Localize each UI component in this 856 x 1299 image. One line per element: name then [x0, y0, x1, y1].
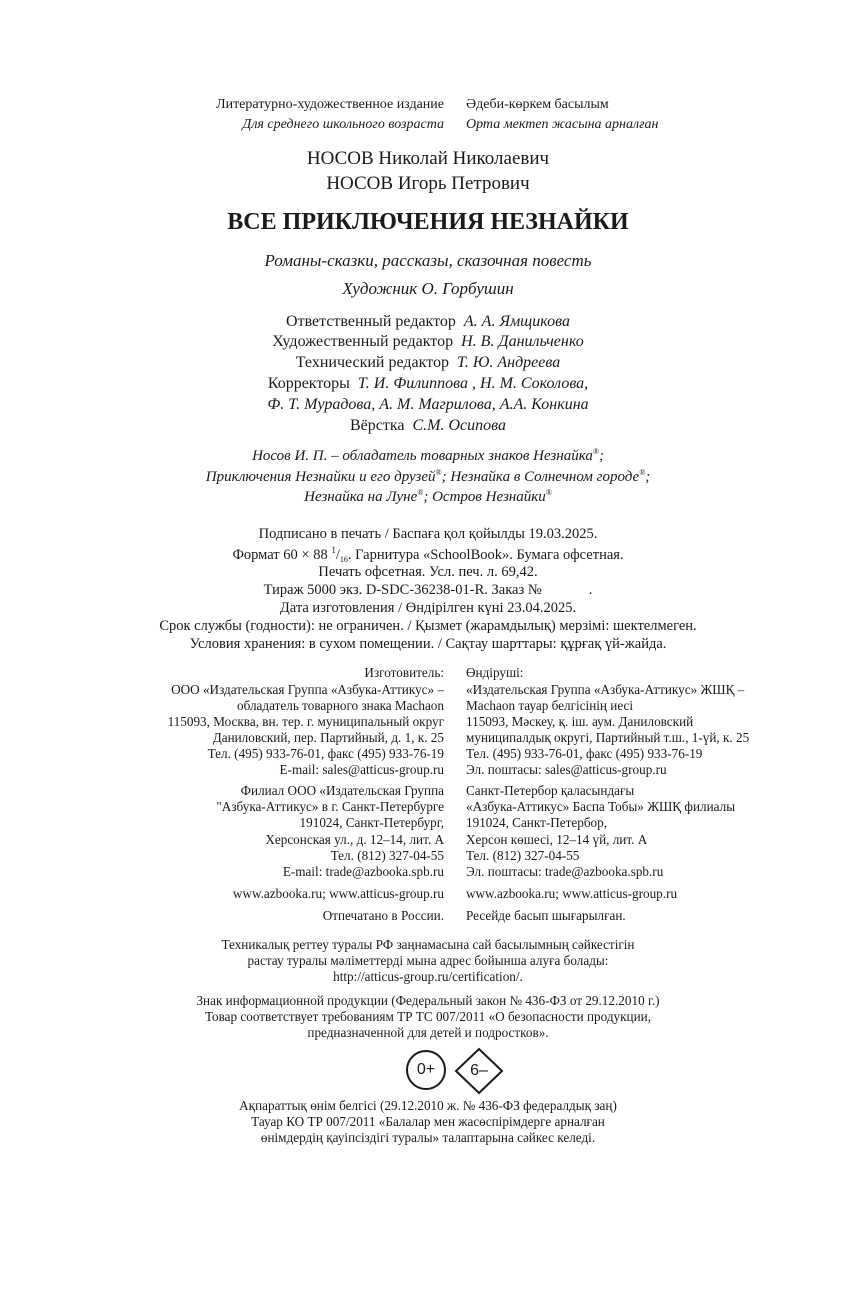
info-product-line: предназначенной для детей и подростков». — [307, 1025, 549, 1040]
info-product-kk-line: Тауар КО ТР 007/2011 «Балалар мен жасөспірімдерге арналған — [251, 1114, 605, 1129]
info-product-line: Товар соответствует требованиям ТР ТС 007/2011 «О безопасности продукции, — [204, 1009, 652, 1024]
manufacturer-ru: обладатель товарного знака Machaon — [237, 698, 444, 713]
credit-role: Корректоры — [267, 375, 350, 392]
credit-role: Технический редактор — [295, 354, 449, 371]
manufacturer-ru: Тел. (495) 933-76-01, факс (495) 933-76-19 — [207, 746, 444, 761]
credit-name: Т. И. Филиппова , Н. М. Соколова, — [357, 375, 589, 392]
credit-name: Н. В. Данильченко — [461, 333, 584, 350]
manufacturer-ru: Даниловский, пер. Партийный, д. 1, к. 25 — [212, 730, 444, 745]
credit-name-continued: Ф. Т. Мурадова, А. М. Магрилова, А.А. Конкина — [267, 396, 589, 413]
edition-type-ru: Литературно-художественное издание — [216, 97, 444, 112]
manufacturer-ru: ООО «Издательская Группа «Азбука-Аттикус» – — [171, 682, 444, 697]
credit-line — [0, 375, 856, 393]
manufacturer-kk: Эл. поштасы: sales@atticus-group.ru — [466, 762, 667, 777]
branch-ru: Херсонская ул., д. 12–14, лит. А — [265, 832, 444, 847]
credit-name: С.М. Осипова — [412, 417, 506, 434]
website-kk: www.azbooka.ru; www.atticus-group.ru — [466, 886, 678, 901]
branch-kk: Санкт-Петербор қаласындағы — [466, 783, 635, 798]
branch-ru: E-mail: trade@azbooka.spb.ru — [282, 864, 444, 879]
manufacturer-kk: «Издательская Группа «Азбука-Аттикус» ЖШҚ – — [466, 682, 745, 697]
age-group-kk: Орта мектеп жасына арналған — [466, 117, 659, 132]
info-product-line: Знак информационной продукции (Федеральный закон № 436-ФЗ от 29.12.2010 г.) — [196, 993, 660, 1008]
author-2: НОСОВ Игорь Петрович — [326, 173, 530, 194]
age-rating-6-badge — [454, 1047, 504, 1095]
manufacturer-kk: Өндіруші: — [466, 665, 524, 680]
manufacturer-kk: Machaon тауар белгісінің иесі — [466, 698, 634, 713]
illustrator: Художник О. Горбушин — [342, 279, 514, 298]
printed-in-ru: Отпечатано в России. — [322, 908, 444, 923]
age-rating-badges — [404, 1047, 508, 1095]
print-line: Печать офсетная. Усл. печ. л. 69,42. — [318, 564, 538, 580]
branch-ru: "Азбука-Аттикус» в г. Санкт-Петербурге — [216, 799, 444, 814]
manufacturer-kk: Тел. (495) 933-76-01, факс (495) 933-76-19 — [466, 746, 703, 761]
credit-role: Вёрстка — [350, 417, 405, 434]
shelf-life: Срок службы (годности): не ограничен. / Қызмет (жарамдылық) мерзімі: шектелмеген. — [159, 618, 697, 634]
credit-role: Ответственный редактор — [286, 313, 456, 330]
branch-kk: Херсон көшесі, 12–14 үй, лит. А — [466, 832, 648, 847]
manufacturer-ru: Изготовитель: — [364, 665, 444, 680]
age-rating-6-label: 6– — [470, 1062, 488, 1079]
branch-kk: Эл. поштасы: trade@azbooka.spb.ru — [466, 864, 664, 879]
trademark-line: Приключения Незнайки и его друзей®; Незнайка в Солнечном городе®; — [205, 468, 651, 485]
signed-date: Подписано в печать / Баспаға қол қойылды 19.03.2025. — [258, 526, 598, 542]
format-line: Формат 60 × 88 $^1/_{16}$. Гарнитура «SchoolBook». Бумага офсетная. — [232, 545, 624, 564]
certification-line: Техникалық реттеу туралы РФ заңнамасына сай басылымның сәйкестігін — [221, 937, 635, 952]
credit-line — [0, 354, 856, 372]
branch-kk: «Азбука-Аттикус» Баспа Тобы» ЖШҚ филиалы — [466, 799, 736, 814]
certification-url: http://atticus-group.ru/certification/. — [333, 969, 523, 984]
trademark-line: Носов И. П. – обладатель товарных знаков Незнайка®; — [252, 447, 604, 464]
branch-ru: Тел. (812) 327-04-55 — [330, 848, 444, 863]
manufacturer-kk: муниципалдық округі, Партийный т.ш., 1-үй, к. 25 — [466, 730, 750, 745]
credit-line — [0, 313, 856, 331]
author-1: НОСОВ Николай Николаевич — [306, 148, 550, 169]
manufacturer-ru: 115093, Москва, вн. тер. г. муниципальный округ — [167, 714, 444, 729]
edition-type-kk: Әдеби-көркем басылым — [466, 97, 609, 112]
book-title: ВСЕ ПРИКЛЮЧЕНИЯ НЕЗНАЙКИ — [227, 209, 629, 235]
credit-line — [0, 333, 856, 351]
book-subtitle: Романы-сказки, рассказы, сказочная повесть — [264, 251, 592, 270]
storage-conditions: Условия хранения: в сухом помещении. / Сақтау шарттары: құрғақ үй-жайда. — [189, 636, 667, 652]
branch-kk: Тел. (812) 327-04-55 — [466, 848, 580, 863]
credit-name: А. А. Ямщикова — [463, 313, 570, 330]
credit-line — [0, 417, 856, 435]
branch-ru: 191024, Санкт-Петербург, — [299, 815, 444, 830]
info-product-kk-line: Ақпараттық өнім белгісі (29.12.2010 ж. № 436-ФЗ федералдық заң) — [239, 1098, 617, 1113]
info-product-kk-line: өнімдердің қауіпсіздігі туралы» талаптарына сәйкес келеді. — [260, 1130, 596, 1145]
run-line: Тираж 5000 экз. D-SDC-36238-01-R. Заказ № . — [263, 582, 593, 598]
age-group-ru: Для среднего школьного возраста — [242, 117, 444, 132]
age-rating-0-badge: 0+ — [406, 1050, 446, 1090]
manufacture-date: Дата изготовления / Өндірілген күні 23.04.2025. — [279, 600, 577, 616]
manufacturer-kk: 115093, Мәскеу, қ. іш. аум. Даниловский — [466, 714, 694, 729]
branch-kk: 191024, Санкт-Петербор, — [466, 815, 608, 830]
branch-ru: Филиал ООО «Издательская Группа — [240, 783, 444, 798]
website-ru: www.azbooka.ru; www.atticus-group.ru — [232, 886, 444, 901]
credit-role: Художественный редактор — [272, 333, 454, 350]
credit-name: Т. Ю. Андреева — [456, 354, 561, 371]
manufacturer-ru: E-mail: sales@atticus-group.ru — [279, 762, 444, 777]
trademark-line: Незнайка на Луне®; Остров Незнайки® — [304, 488, 552, 505]
certification-line: растау туралы мәліметтерді мына адрес бойынша алуға болады: — [247, 953, 609, 968]
printed-in-kk: Ресейде басып шығарылған. — [466, 908, 626, 923]
